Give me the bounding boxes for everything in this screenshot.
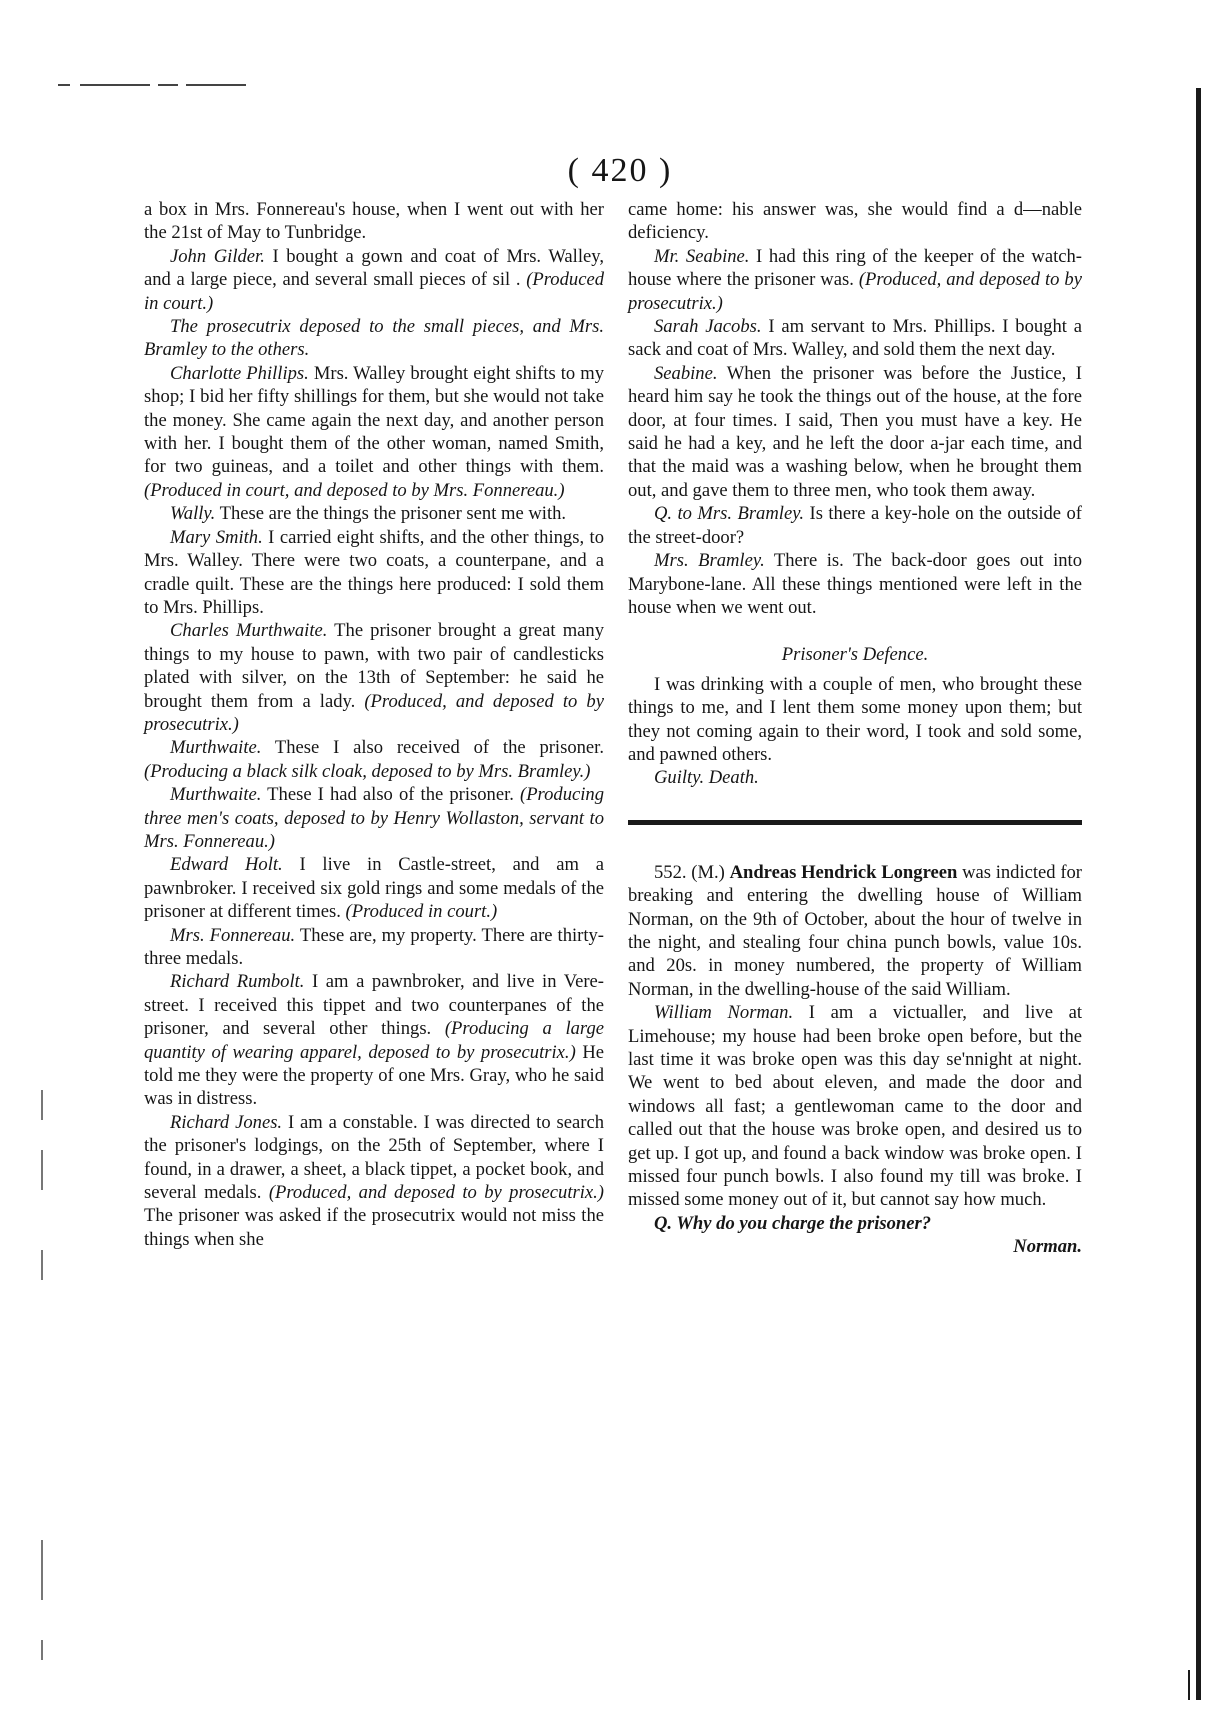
testimony-paragraph [628,1001,1082,1212]
speaker-name: Richard Jones. [170,1111,283,1133]
court-note: (Producing a large quantity of wearing apparel, deposed to by prosecutrix.) [144,1018,604,1063]
court-note: (Produced, and deposed to by prosecutrix.) [628,269,1082,314]
testimony-paragraph [144,245,604,315]
testimony-paragraph [144,970,604,1110]
testimony-text: Is there a key-hole on the outside of the street-door? [628,503,1082,548]
speaker-name: Sarah Jacobs. [654,316,762,338]
testimony-paragraph [628,362,1082,502]
court-note: (Produced in court.) [345,901,498,923]
testimony-text: These are the things the prisoner sent me with. [215,503,567,525]
speaker-name: Wally. [170,503,216,525]
indictment-text: was indicted for breaking and entering the dwelling house of William Norman, on the 9th of October, about the hour of twelve in the night, and stealing four china punch bowls, value 10s. and 20s. in money numbered, the property of William Norman, in the dwelling-house of the said William. [628,861,1083,1000]
testimony-text: I had this ring of the keeper of the watch-house where the prisoner was. [628,245,1082,291]
speaker-name: Mr. Seabine. [654,245,750,267]
testimony-text: The prisoner brought a great many things to my house to pawn, with two pair of candlesticks plated with silver, on the 13th of September: he said he brought them from a lady. [144,620,605,712]
testimony-text: These are, my property. There are thirty-three medals. [144,924,604,969]
testimony-paragraph [144,853,604,923]
continued-text: came home: his answer was, she would find a d—nable deficiency. [628,199,1082,244]
right-column [628,198,1082,1259]
testimony-text: a box in Mrs. Fonnereau's house, when I went out with her the 21st of May to Tunbridge. [144,199,604,244]
speaker-name: Q. to Mrs. Bramley. [654,503,805,525]
testimony-paragraph [144,362,604,502]
case-number: 552. (M.) [654,861,725,883]
speaker-name: Charles Murthwaite. [170,620,328,642]
testimony-text: I am a pawnbroker, and live in Vere-street. I received this tippet and two counterpanes of the prisoner, and several other things. [144,971,604,1040]
testimony-text: I am a victualler, and live at Limehouse; my house had been broke open before, but the last time it was broke open was this day se'nnight at night. We went to bed about eleven, and made the door and windows all fast; a gentlewoman came to the door and called out that the house was broke open, and desired us to get up. I got up, and found a back window was broke open. I missed four punch bowls. I also found my till was broke. I missed some money out of it, but cannot say how much. [628,1002,1082,1211]
catchword: Norman. [1013,1236,1082,1258]
testimony-group [628,245,1082,620]
testimony-text: I bought a gown and coat of Mrs. Walley, and a large piece, and several small pieces of sil . [144,245,604,291]
court-note: The prosecutrix deposed to the small pieces, and Mrs. Bramley to the others. [144,316,604,361]
margin-mark [41,1150,43,1190]
court-note: (Producing three men's coats, deposed to by Henry Wollaston, servant to Mrs. Fonnereau.) [144,784,604,852]
margin-mark [41,1090,43,1120]
scan-mark [80,84,150,86]
testimony-text: There is. The back-door goes out into Marybone-lane. All these things mentioned were left in the house when we went out. [628,550,1083,618]
testimony-group [628,1001,1082,1212]
testimony-paragraph [144,198,604,245]
speaker-name: William Norman. [654,1002,794,1024]
testimony-paragraph [144,924,604,971]
case-entry [628,861,1082,1001]
testimony-paragraph [144,526,604,620]
testimony-paragraph [144,783,604,853]
speaker-name: Mrs. Fonnereau. [170,924,296,946]
testimony-text: These I also received of the prisoner. [261,737,604,759]
scan-mark [186,84,246,86]
testimony-text: These I had also of the prisoner. [261,784,520,806]
margin-mark [41,1250,43,1280]
court-note: (Produced, and deposed to by prosecutrix.) [144,690,604,735]
testimony-paragraph [628,502,1082,549]
court-note: (Produced in court, and deposed to by Mrs. Fonnereau.) [144,479,565,501]
speaker-name: Edward Holt. [170,854,283,876]
defence-heading: Prisoner's Defence. [781,644,929,666]
page-number: ( 420 ) [567,152,673,189]
testimony-text: He told me they were the property of one Mrs. Gray, who he said was in distress. [144,1041,604,1110]
defence-text: I was drinking with a couple of men, who brought these things to me, and I lent them some money upon them; but they not coming again to their word, I took and sold some, and pawned others. [628,673,1082,765]
testimony-text: I carried eight shifts, and the other things, to Mrs. Walley. There were two coats, a counterpane, and a cradle quilt. These are the things here produced: I sold them to Mrs. Phillips. [144,526,604,618]
testimony-text: Mrs. Walley brought eight shifts to my shop; I bid her fifty shillings for them, but she would not take the money. She came again the next day, and another person with her. I bought them of the other woman, named Smith, for two guineas, and a toilet and other things with them. [144,362,604,478]
testimony-paragraph [628,549,1082,619]
speaker-name: Murthwaite. [170,784,262,806]
court-note: (Producing a black silk cloak, deposed to by Mrs. Bramley.) [144,760,591,782]
speaker-name: Seabine. [654,362,718,384]
testimony-paragraph [144,619,604,736]
speaker-name: Mary Smith. [170,526,263,548]
speaker-name: Richard Rumbolt. [170,971,305,993]
speaker-name: Murthwaite. [170,737,262,759]
margin-mark [41,1640,43,1660]
testimony-text: I live in Castle-street, and am a pawnbroker. I received six gold rings and some medals of the prisoner at different times. [144,854,604,923]
page-edge-rule [1196,88,1201,1700]
speaker-name: Mrs. Bramley. [654,550,765,572]
testimony-paragraph [144,315,604,362]
testimony-paragraph [628,245,1082,315]
speaker-name: Charlotte Phillips. [170,362,309,384]
section-rule [628,820,1082,825]
testimony-text: I am a constable. I was directed to search the prisoner's lodgings, on the 25th of September, where I found, in a drawer, a sheet, a black tippet, a pocket book, and several medals. [144,1111,604,1204]
testimony-paragraph [628,315,1082,362]
defendant-name: Andreas Hendrick Longreen [729,861,958,883]
testimony-paragraph [144,736,604,783]
left-column [144,198,604,1251]
testimony-paragraph [144,502,604,525]
testimony-text: I am servant to Mrs. Phillips. I bought a sack and coat of Mrs. Walley, and sold them the next day. [628,316,1082,361]
verdict: Guilty. Death. [654,767,759,789]
court-note: (Produced, and deposed to by prosecutrix.) [268,1182,605,1204]
testimony-text: When the prisoner was before the Justice, I heard him say he took the things out of the house, at the fore door, at four times. I said, Then you must have a key. He said he had a key, and he left the door a-jar each time, and that the maid was a washing below, when he brought them out, and gave them to three men, who took them away. [628,362,1082,501]
scan-mark [58,84,70,86]
testimony-text: The prisoner was asked if the prosecutrix would not miss the things when she [144,1205,604,1250]
question: Q. Why do you charge the prisoner? [654,1212,932,1234]
page-edge-tick [1188,1670,1190,1700]
scan-mark [158,84,178,86]
testimony-paragraph [144,1111,604,1251]
court-note: (Produced in court.) [144,269,604,314]
speaker-name: John Gilder. [170,245,265,267]
margin-mark [41,1540,43,1600]
